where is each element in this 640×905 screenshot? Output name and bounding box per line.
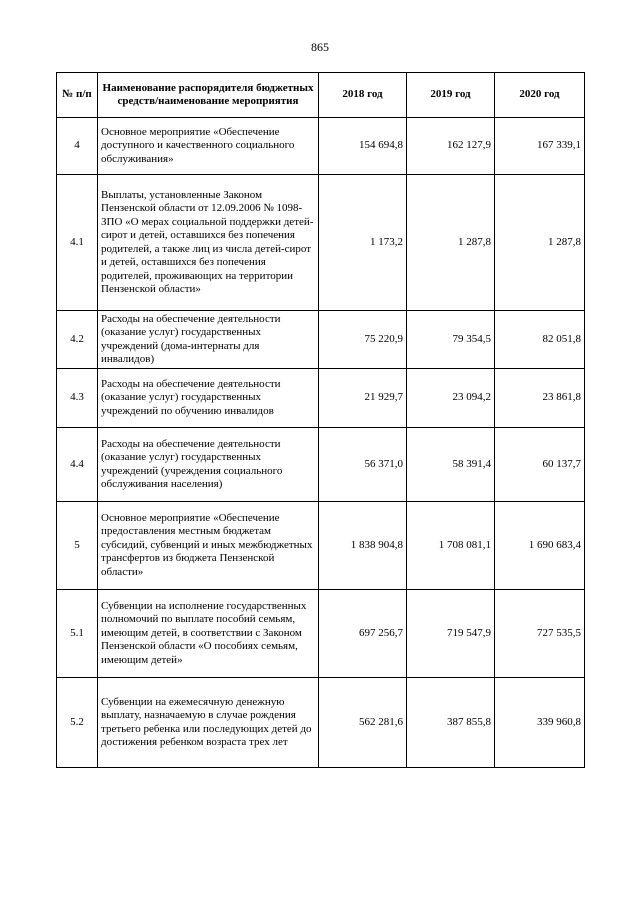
row-2020: 1 690 683,4: [495, 502, 585, 590]
table-row: [57, 590, 585, 678]
table-row: [57, 502, 585, 590]
header-2018: 2018 год: [319, 73, 407, 118]
table-row: [57, 175, 585, 311]
header-2020: 2020 год: [495, 73, 585, 118]
row-2020: 23 861,8: [495, 369, 585, 428]
table-row: [57, 678, 585, 768]
row-2018: 562 281,6: [319, 678, 407, 768]
row-2019: 387 855,8: [407, 678, 495, 768]
row-2019: 79 354,5: [407, 311, 495, 369]
row-num: 4.4: [57, 428, 98, 502]
header-2019: 2019 год: [407, 73, 495, 118]
header-name: Наименование распорядителя бюджетных средств/наименование мероприятия: [98, 73, 319, 118]
table-row: [57, 118, 585, 175]
row-name: Расходы на обеспечение деятельности (оказание услуг) государственных учреждений (дома-интернаты для инвалидов): [98, 311, 319, 369]
row-name: Выплаты, установленные Законом Пензенской области от 12.09.2006 № 1098-ЗПО «О мерах социальной поддержки детей-сирот и детей, оставшихся без попечения родителей, а также лиц из числа детей-сирот и детей, оставшихся без попечения родителей, проживающих на территории Пензенской области»: [98, 175, 319, 311]
row-2020: 82 051,8: [495, 311, 585, 369]
row-2018: 56 371,0: [319, 428, 407, 502]
row-2019: 1 287,8: [407, 175, 495, 311]
row-name: Расходы на обеспечение деятельности (оказание услуг) государственных учреждений по обучению инвалидов: [98, 369, 319, 428]
row-name: Субвенции на исполнение государственных полномочий по выплате пособий семьям, имеющим детей, в соответствии с Законом Пензенской области «О пособиях семьям, имеющим детей»: [98, 590, 319, 678]
row-2018: 1 173,2: [319, 175, 407, 311]
row-2018: 697 256,7: [319, 590, 407, 678]
row-2018: 21 929,7: [319, 369, 407, 428]
row-2020: 727 535,5: [495, 590, 585, 678]
row-2019: 1 708 081,1: [407, 502, 495, 590]
row-2019: 58 391,4: [407, 428, 495, 502]
row-num: 5.2: [57, 678, 98, 768]
row-num: 4.1: [57, 175, 98, 311]
row-2018: 1 838 904,8: [319, 502, 407, 590]
row-2019: 162 127,9: [407, 118, 495, 175]
row-2020: 60 137,7: [495, 428, 585, 502]
row-num: 4.3: [57, 369, 98, 428]
table-row: [57, 311, 585, 369]
row-2020: 167 339,1: [495, 118, 585, 175]
row-name: Основное мероприятие «Обеспечение доступного и качественного социального обслуживания»: [98, 118, 319, 175]
row-2019: 719 547,9: [407, 590, 495, 678]
row-2020: 339 960,8: [495, 678, 585, 768]
row-2020: 1 287,8: [495, 175, 585, 311]
row-2019: 23 094,2: [407, 369, 495, 428]
table-row: [57, 428, 585, 502]
header-num: № п/п: [57, 73, 98, 118]
row-num: 5: [57, 502, 98, 590]
budget-table: [56, 72, 585, 768]
row-num: 4.2: [57, 311, 98, 369]
row-2018: 154 694,8: [319, 118, 407, 175]
row-name: Расходы на обеспечение деятельности (оказание услуг) государственных учреждений (учреждения социального обслуживания населения): [98, 428, 319, 502]
table-header-row: [57, 73, 585, 118]
row-name: Субвенции на ежемесячную денежную выплату, назначаемую в случае рождения третьего ребенка или последующих детей до достижения ребенком возраста трех лет: [98, 678, 319, 768]
row-2018: 75 220,9: [319, 311, 407, 369]
row-name: Основное мероприятие «Обеспечение предоставления местным бюджетам субсидий, субвенций и иных межбюджетных трансфертов из бюджета Пензенской области»: [98, 502, 319, 590]
row-num: 4: [57, 118, 98, 175]
row-num: 5.1: [57, 590, 98, 678]
table-row: [57, 369, 585, 428]
page-number: 865: [311, 40, 329, 54]
